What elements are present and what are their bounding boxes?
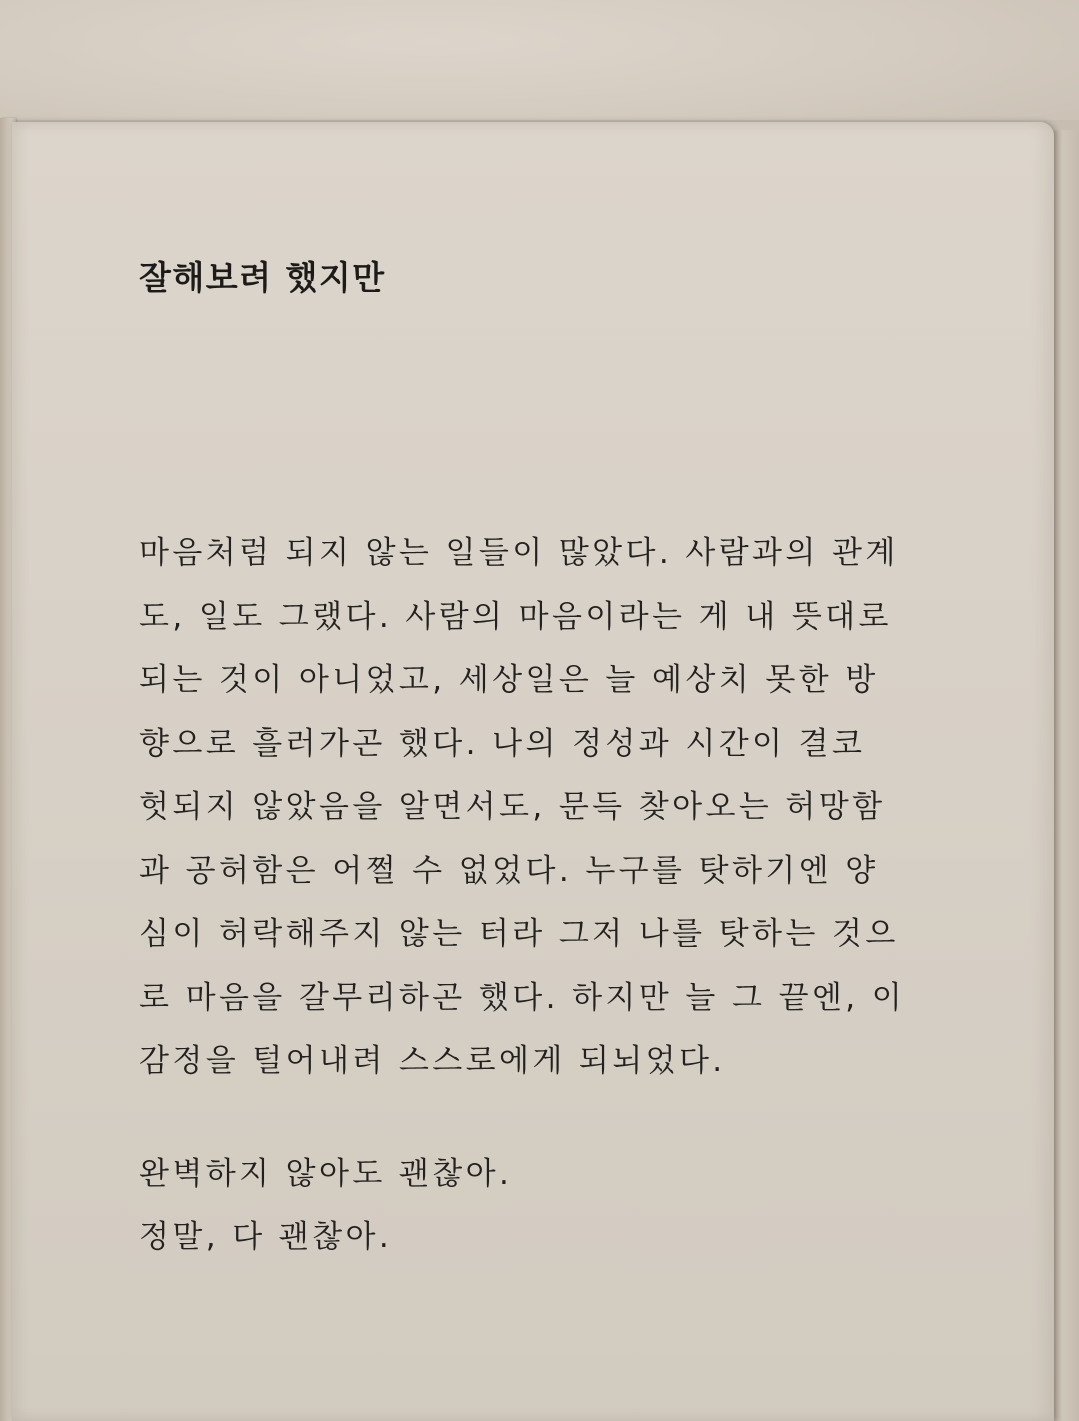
paragraph-line: 로 마음을 갈무리하곤 했다. 하지만 늘 그 끝엔, 이 [139,979,906,1016]
book-page-stack-edge [1054,130,1079,1421]
closing-line: 완벽하지 않아도 괜찮아. [139,1156,513,1192]
closing-line: 정말, 다 괜찮아. [139,1219,393,1255]
paragraph-line: 헛되지 않았음을 알면서도, 문득 찾아오는 허망함 [139,789,886,825]
paragraph-line: 심이 허락해주지 않는 터라 그저 나를 탓하는 것으 [139,916,899,952]
paragraph-line: 향으로 흘러가곤 했다. 나의 정성과 시간이 결코 [139,725,866,762]
paragraph-line: 도, 일도 그랬다. 사람의 마음이라는 게 내 뜻대로 [139,598,892,635]
paragraph-line: 감정을 털어내려 스스로에게 되뇌었다. [139,1043,726,1079]
paragraph-line: 과 공허함은 어쩔 수 없었다. 누구를 탓하기엔 양 [139,852,879,889]
background-wall [0,0,1079,140]
body-paragraph [139,522,939,1094]
paragraph-line: 되는 것이 아니었고, 세상일은 늘 예상치 못한 방 [139,662,879,698]
paragraph-line: 마음처럼 되지 않는 일들이 많았다. 사람과의 관계 [139,535,899,571]
closing-lines [139,1143,512,1269]
page-title: 잘해보려 했지만 [139,258,386,297]
